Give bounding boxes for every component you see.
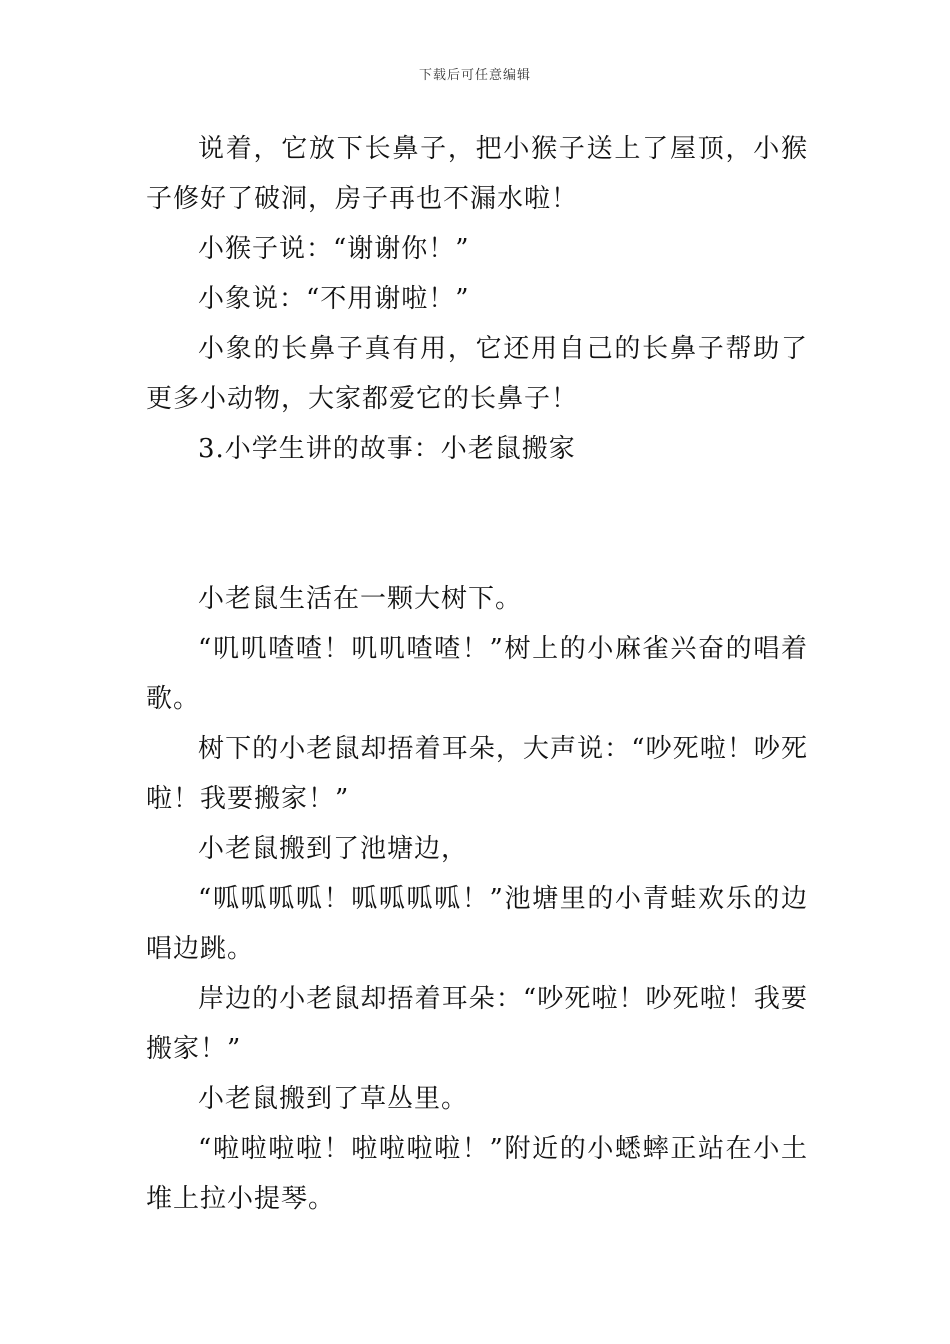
paragraph: “啦啦啦啦！啦啦啦啦！”附近的小蟋蟀正站在小土堆上拉小提琴。 [146, 1134, 808, 1214]
paragraph: 小象说：“不用谢啦！” [198, 284, 470, 314]
paragraph: 树下的小老鼠却捂着耳朵，大声说：“吵死啦！吵死啦！我要搬家！” [146, 734, 808, 814]
section-spacer [146, 474, 808, 574]
page-header: 下载后可任意编辑 [418, 68, 531, 83]
paragraph: 说着，它放下长鼻子，把小猴子送上了屋顶，小猴子修好了破洞，房子再也不漏水啦！ [146, 134, 808, 214]
paragraph: 小老鼠生活在一颗大树下。 [198, 584, 523, 614]
paragraph: “叽叽喳喳！叽叽喳喳！”树上的小麻雀兴奋的唱着歌。 [146, 634, 808, 714]
document-body [146, 124, 808, 1224]
paragraph: 小老鼠搬到了草丛里。 [198, 1084, 469, 1114]
paragraph: 小老鼠搬到了池塘边， [198, 834, 469, 864]
paragraph: 小象的长鼻子真有用，它还用自己的长鼻子帮助了更多小动物，大家都爱它的长鼻子！ [146, 334, 808, 414]
paragraph: 小猴子说：“谢谢你！” [198, 234, 470, 264]
section-heading: 3.小学生讲的故事：小老鼠搬家 [198, 434, 576, 464]
paragraph: “呱呱呱呱！呱呱呱呱！”池塘里的小青蛙欢乐的边唱边跳。 [146, 884, 808, 964]
paragraph: 岸边的小老鼠却捂着耳朵：“吵死啦！吵死啦！我要搬家！” [146, 984, 808, 1064]
